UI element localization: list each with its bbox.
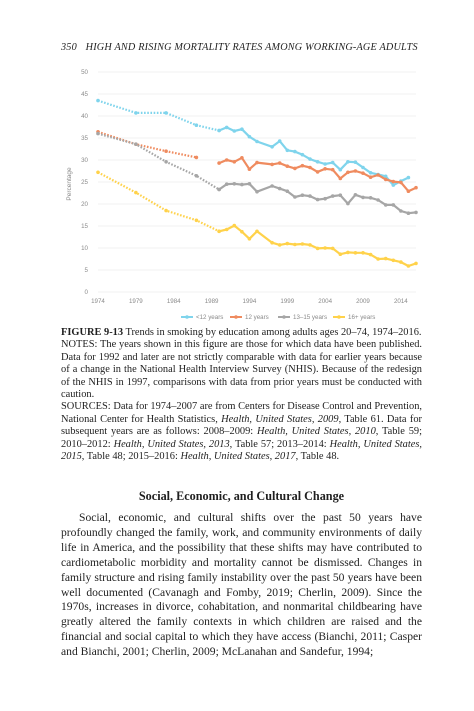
- data-point: [248, 237, 252, 241]
- data-point: [301, 153, 305, 157]
- data-point: [316, 170, 320, 174]
- data-point: [376, 173, 380, 177]
- legend-marker: [282, 315, 286, 319]
- data-point: [354, 193, 358, 197]
- data-point: [278, 187, 282, 191]
- legend-marker: [185, 315, 189, 319]
- data-point: [361, 166, 365, 170]
- legend-label: <12 years: [196, 314, 224, 322]
- data-point: [331, 161, 335, 165]
- data-point: [164, 111, 168, 115]
- data-point: [240, 183, 244, 187]
- y-tick-label: 40: [81, 113, 88, 121]
- data-point: [392, 259, 396, 263]
- data-point: [384, 178, 388, 182]
- y-tick-label: 0: [84, 289, 88, 297]
- body-text: [61, 511, 422, 660]
- data-point: [286, 242, 290, 246]
- x-tick-label: 1999: [280, 298, 295, 305]
- chart-legend: [181, 314, 375, 321]
- data-point: [308, 194, 312, 198]
- data-point: [323, 246, 327, 250]
- data-point: [286, 149, 290, 153]
- data-point: [255, 140, 259, 144]
- data-point: [233, 224, 237, 228]
- data-point: [225, 158, 229, 162]
- data-point: [339, 177, 343, 181]
- data-point: [195, 156, 199, 160]
- legend-label: 13–15 years: [293, 314, 328, 322]
- data-point: [248, 182, 252, 186]
- data-point: [414, 186, 418, 190]
- data-point: [331, 168, 335, 172]
- figure-label: FIGURE 9-13: [61, 327, 124, 338]
- x-tick-label: 1979: [128, 298, 143, 305]
- data-point: [248, 135, 252, 139]
- data-point: [392, 203, 396, 207]
- data-point: [323, 167, 327, 171]
- x-tick-label: 1974: [91, 298, 105, 305]
- y-axis-ticks: [81, 69, 88, 296]
- data-point: [134, 111, 138, 115]
- data-point: [346, 171, 350, 175]
- data-point: [293, 243, 297, 247]
- figure-sources: SOURCES: Data for 1974–2007 are from Centers for Disease Control and Prevention, National Center for Health Statistics, Health, United States, 2009, Table 61. Data for subsequent years are as follows: 2008–2009: Health, United States, 2010, Table 59; 2010–2012: Health, United States, 2013, Table 57; 2013–2014: Health, United States, 2015, Table 48; 2015–2016: Health, United States, 2017, Table 48.: [61, 401, 423, 463]
- x-tick-label: 1989: [204, 298, 219, 305]
- data-point: [255, 161, 259, 165]
- x-tick-label: 1984: [166, 298, 181, 305]
- data-point: [339, 252, 343, 256]
- data-point: [233, 182, 237, 186]
- legend-label: 16+ years: [348, 314, 376, 322]
- figure-text: Trends in smoking by education among adults ages 20–74, 1974–2016.: [123, 327, 422, 338]
- y-tick-label: 50: [81, 69, 88, 77]
- data-point: [399, 181, 403, 185]
- running-title: HIGH AND RISING MORTALITY RATES AMONG WORKING-AGE ADULTS: [85, 42, 418, 53]
- data-point: [346, 251, 350, 255]
- data-point: [361, 251, 365, 255]
- data-point: [293, 167, 297, 171]
- data-point: [270, 241, 274, 245]
- figure-caption: [61, 327, 422, 463]
- data-point: [240, 156, 244, 160]
- data-point: [225, 228, 229, 232]
- data-point: [278, 243, 282, 247]
- data-point: [278, 139, 282, 143]
- data-point: [286, 164, 290, 168]
- data-point: [376, 257, 380, 261]
- y-tick-label: 30: [81, 157, 88, 165]
- data-point: [96, 171, 100, 175]
- data-point: [384, 257, 388, 261]
- data-point: [308, 166, 312, 170]
- series-line-early: [98, 132, 196, 158]
- data-point: [217, 129, 221, 133]
- series-line-early: [98, 101, 219, 131]
- data-point: [369, 175, 373, 179]
- data-point: [399, 209, 403, 213]
- data-point: [96, 132, 100, 136]
- page-number: 350: [61, 42, 77, 53]
- x-tick-label: 1994: [242, 298, 257, 305]
- data-point: [316, 247, 320, 251]
- x-axis-ticks: [91, 298, 408, 305]
- data-point: [301, 164, 305, 168]
- figure-notes: NOTES: The years shown in this figure are those for which data have been published. Data for 1992 and later are not strictly comparable with data for earlier years because of a change in the National Health Interview Survey (NHIS). Because of the redesign of the NHIS in 1997, comparisons with data from prior years must be conducted with caution.: [61, 339, 422, 401]
- data-point: [134, 191, 138, 195]
- x-tick-label: 2014: [393, 298, 408, 305]
- smoking-trends-chart: [58, 64, 428, 328]
- data-point: [217, 188, 221, 192]
- data-point: [407, 211, 411, 215]
- data-point: [346, 202, 350, 206]
- y-tick-label: 45: [81, 91, 88, 99]
- data-point: [331, 247, 335, 251]
- data-point: [240, 230, 244, 234]
- chart-series: [96, 99, 418, 268]
- y-axis-label: Percentage: [66, 167, 73, 201]
- data-point: [195, 123, 199, 127]
- running-header: [61, 42, 421, 53]
- x-tick-label: 2009: [356, 298, 370, 305]
- data-point: [270, 145, 274, 149]
- data-point: [308, 157, 312, 161]
- data-point: [301, 193, 305, 197]
- y-tick-label: 25: [81, 179, 88, 187]
- data-point: [323, 197, 327, 201]
- data-point: [354, 251, 358, 255]
- data-point: [339, 168, 343, 172]
- data-point: [293, 195, 297, 199]
- chart-grid: [98, 72, 416, 292]
- data-point: [407, 189, 411, 193]
- data-point: [308, 243, 312, 247]
- data-point: [233, 129, 237, 133]
- data-point: [361, 171, 365, 175]
- data-point: [96, 99, 100, 103]
- data-point: [339, 193, 343, 197]
- data-point: [134, 142, 138, 146]
- data-point: [293, 150, 297, 154]
- x-tick-label: 2004: [318, 298, 333, 305]
- data-point: [195, 174, 199, 178]
- data-point: [286, 189, 290, 193]
- data-point: [407, 264, 411, 268]
- data-point: [407, 176, 411, 180]
- data-point: [354, 169, 358, 173]
- data-point: [195, 219, 199, 223]
- data-point: [369, 253, 373, 257]
- data-point: [392, 183, 396, 187]
- data-point: [270, 184, 274, 188]
- legend-label: 12 years: [245, 314, 269, 322]
- data-point: [225, 182, 229, 186]
- y-tick-label: 35: [81, 135, 88, 143]
- data-point: [354, 160, 358, 164]
- data-point: [278, 161, 282, 165]
- data-point: [414, 211, 418, 215]
- data-point: [384, 203, 388, 207]
- data-point: [361, 196, 365, 200]
- body-paragraph: Social, economic, and cultural shifts over the past 50 years have profoundly changed the family, work, and community environments of daily life in America, and the possibility that these shifts may have contributed to cardiometabolic morbidity and mortality cannot be dismissed. Changes in family structure and rising family instability over the past 50 years have been well documented (Cavanagh and Fomby, 2019; Cherlin, 2009). Since the 1970s, increases in divorce, cohabitation, and nonmarital childbearing have greatly altered the family contexts in which children are raised and the financial and social capital to which they have access (Bianchi, 2011; Casper and Bianchi, 2001; Cherlin, 2009; McLanahan and Sandefur, 1994;: [61, 511, 422, 659]
- data-point: [346, 160, 350, 164]
- data-point: [164, 149, 168, 153]
- y-tick-label: 10: [81, 245, 88, 253]
- data-point: [369, 196, 373, 200]
- data-point: [316, 160, 320, 164]
- data-point: [240, 127, 244, 131]
- data-point: [399, 260, 403, 264]
- y-tick-label: 5: [84, 267, 88, 275]
- legend-marker: [234, 315, 238, 319]
- data-point: [233, 160, 237, 164]
- data-point: [270, 163, 274, 167]
- y-tick-label: 15: [81, 223, 88, 231]
- series-line-early: [98, 172, 219, 231]
- data-point: [331, 194, 335, 198]
- y-tick-label: 20: [81, 201, 88, 209]
- figure-title: [61, 327, 422, 339]
- data-point: [323, 162, 327, 166]
- data-point: [316, 198, 320, 202]
- data-point: [376, 198, 380, 202]
- section-heading: Social, Economic, and Cultural Change: [138, 489, 345, 503]
- data-point: [414, 262, 418, 266]
- data-point: [369, 171, 373, 175]
- data-point: [225, 126, 229, 130]
- legend-marker: [337, 315, 341, 319]
- data-point: [392, 180, 396, 184]
- data-point: [248, 167, 252, 171]
- data-point: [217, 161, 221, 165]
- data-point: [164, 160, 168, 164]
- data-point: [164, 209, 168, 213]
- data-point: [255, 190, 259, 194]
- data-point: [255, 230, 259, 234]
- data-point: [217, 230, 221, 234]
- data-point: [301, 242, 305, 246]
